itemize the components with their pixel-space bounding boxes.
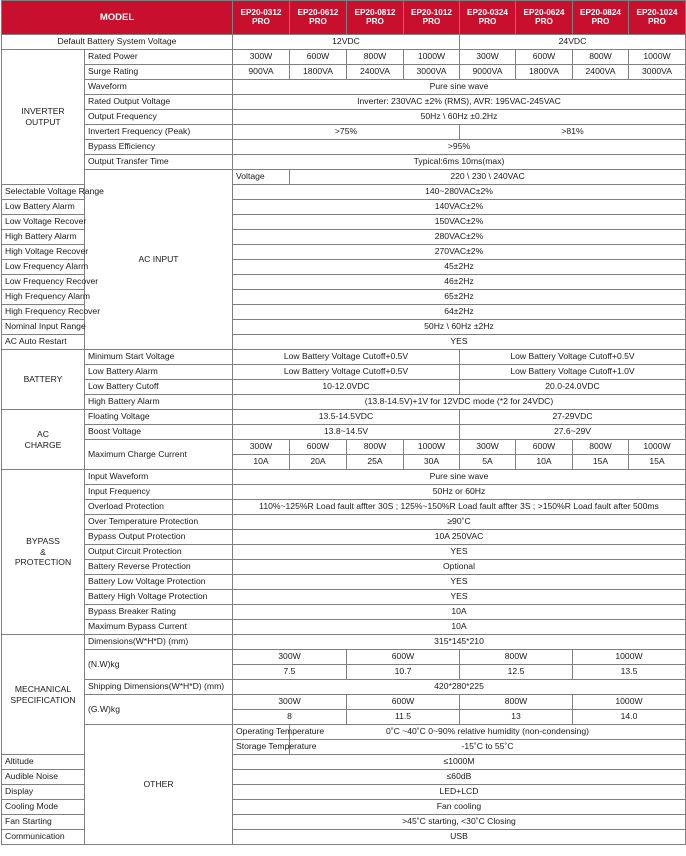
model-name-ep20-0624 [516, 1, 573, 35]
model-name-ep20-0824 [573, 1, 629, 35]
spec-label: Bypass Output Protection [85, 530, 233, 545]
table-row [2, 575, 686, 590]
model-suffix: PRO [648, 16, 666, 26]
spec-value-12v: Low Battery Voltage Cutoff+0.5V [233, 350, 460, 365]
category-other: OTHER [85, 725, 233, 845]
table-row [2, 80, 686, 95]
spec-value: YES [233, 575, 686, 590]
spec-value: 15A [629, 455, 686, 470]
spec-value: LED+LCD [233, 785, 686, 800]
spec-value: 1000W [404, 50, 460, 65]
spec-value: 600W [290, 440, 347, 455]
table-row [2, 140, 686, 155]
table-row [2, 170, 686, 185]
spec-value: 10A [233, 455, 290, 470]
spec-label: Low Battery Alarm [2, 200, 85, 215]
spec-value: 280VAC±2% [233, 230, 686, 245]
spec-value: 5A [460, 455, 516, 470]
table-row [2, 365, 686, 380]
spec-value: 600W [516, 50, 573, 65]
category-inverter-output: INVERTER OUTPUT [2, 50, 85, 185]
spec-value: 50Hz or 60Hz [233, 485, 686, 500]
table-row [2, 605, 686, 620]
spec-value-24v: 20.0-24.0VDC [460, 380, 686, 395]
table-row [2, 650, 686, 665]
spec-label: Altitude [2, 755, 85, 770]
spec-value: 10A 250VAC [233, 530, 686, 545]
spec-value: 1000W [404, 440, 460, 455]
spec-label: High Battery Alarm [2, 230, 85, 245]
spec-value: ≥90˚C [233, 515, 686, 530]
model-suffix: PRO [478, 16, 497, 26]
spec-value: 11.5 [347, 710, 460, 725]
spec-label: Battery Low Voltage Protection [85, 575, 233, 590]
spec-label: Output Frequency [85, 110, 233, 125]
spec-value: ≤1000M [233, 755, 686, 770]
spec-value: 110%~125%R Load fault affter 30S ; 125%~150%R Load fault affter 3S ; >150%R Load fault after 500ms [233, 500, 686, 515]
model-code: EP20-0824 [580, 7, 621, 17]
category-ac-charge: AC CHARGE [2, 410, 85, 470]
table-row [2, 410, 686, 425]
spec-label: Voltage [233, 170, 290, 185]
spec-label: Low Frequency Recover [2, 275, 85, 290]
table-row [2, 110, 686, 125]
spec-value: >95% [233, 140, 686, 155]
spec-value: 20A [290, 455, 347, 470]
spec-value: 300W [233, 650, 347, 665]
spec-label: High Battery Alarm [85, 395, 233, 410]
spec-value: 45±2Hz [233, 260, 686, 275]
table-row [2, 35, 686, 50]
spec-value: 50Hz \ 60Hz ±2Hz [233, 320, 686, 335]
spec-value-24v: >81% [460, 125, 686, 140]
spec-value: 140~280VAC±2% [233, 185, 686, 200]
spec-label: Fan Starting [2, 815, 85, 830]
spec-value-24v: 24VDC [460, 35, 686, 50]
spec-label: (G.W)kg [85, 695, 233, 725]
model-code: EP20-1024 [636, 7, 678, 17]
spec-label: Audible Noise [2, 770, 85, 785]
spec-value: >45˚C starting, <30˚C Closing [233, 815, 686, 830]
spec-table [1, 0, 686, 845]
spec-label: Minimum Start Voltage [85, 350, 233, 365]
spec-value: 220 \ 230 \ 240VAC [290, 170, 686, 185]
model-code: EP20-1012 [411, 7, 452, 17]
model-code: EP20-0812 [354, 7, 396, 17]
spec-value: 1000W [573, 695, 686, 710]
spec-value: 600W [347, 695, 460, 710]
spec-value: 30A [404, 455, 460, 470]
spec-value: 14.0 [573, 710, 686, 725]
spec-value: USB [233, 830, 686, 845]
spec-value: 10A [233, 605, 686, 620]
spec-value: -15˚C to 55˚C [290, 740, 686, 755]
spec-label: High Frequency Recover [2, 305, 85, 320]
model-suffix: PRO [422, 16, 441, 26]
spec-value: 13.5 [573, 665, 686, 680]
spec-label: Over Temperature Protection [85, 515, 233, 530]
spec-value: Fan cooling [233, 800, 686, 815]
spec-value: YES [233, 590, 686, 605]
model-name-ep20-0324 [460, 1, 516, 35]
table-row [2, 350, 686, 365]
table-row [2, 440, 686, 455]
spec-value: 140VAC±2% [233, 200, 686, 215]
spec-value: 8 [233, 710, 347, 725]
spec-label: Bypass Efficiency [85, 140, 233, 155]
spec-value: 3000VA [629, 65, 686, 80]
spec-label: Operating Temperature [233, 725, 290, 740]
spec-value: 300W [460, 440, 516, 455]
spec-value: 65±2Hz [233, 290, 686, 305]
spec-label: Input Waveform [85, 470, 233, 485]
spec-label: Communication [2, 830, 85, 845]
category-ac-input: AC INPUT [85, 170, 233, 350]
spec-value: 150VAC±2% [233, 215, 686, 230]
spec-label: Display [2, 785, 85, 800]
spec-value-12v: 13.8~14.5V [233, 425, 460, 440]
category-bypass-protection: BYPASS & PROTECTION [2, 470, 85, 635]
spec-value: 1800VA [290, 65, 347, 80]
spec-value: 800W [460, 695, 573, 710]
spec-label: Invertert Frequency (Peak) [85, 125, 233, 140]
model-name-ep20-0612 [290, 1, 347, 35]
model-name-ep20-1012 [404, 1, 460, 35]
table-row [2, 380, 686, 395]
spec-value: 800W [460, 650, 573, 665]
spec-value: 800W [573, 440, 629, 455]
spec-label: Shipping Dimensions(W*H*D) (mm) [85, 680, 233, 695]
spec-value: 3000VA [404, 65, 460, 80]
model-code: EP20-0312 [240, 7, 282, 17]
table-row [2, 725, 686, 740]
model-suffix: PRO [366, 16, 384, 26]
spec-label: Floating Voltage [85, 410, 233, 425]
table-row [2, 155, 686, 170]
spec-value: 1000W [629, 440, 686, 455]
spec-label: Boost Voltage [85, 425, 233, 440]
table-row [2, 1, 686, 35]
model-suffix: PRO [535, 16, 553, 26]
spec-value: 10A [233, 620, 686, 635]
table-row [2, 500, 686, 515]
model-code: EP20-0624 [523, 7, 565, 17]
spec-value: 900VA [233, 65, 290, 80]
spec-value: 1800VA [516, 65, 573, 80]
spec-value: Pure sine wave [233, 80, 686, 95]
spec-label: High Frequency Alarm [2, 290, 85, 305]
model-name-ep20-1024 [629, 1, 686, 35]
spec-value: 300W [233, 695, 347, 710]
model-suffix: PRO [591, 16, 610, 26]
table-row [2, 590, 686, 605]
spec-value: 15A [573, 455, 629, 470]
spec-value: 46±2Hz [233, 275, 686, 290]
spec-label: Waveform [85, 80, 233, 95]
table-row [2, 635, 686, 650]
table-row [2, 530, 686, 545]
spec-label: Output Circuit Protection [85, 545, 233, 560]
spec-value: Inverter: 230VAC ±2% (RMS), AVR: 195VAC-245VAC [233, 95, 686, 110]
spec-value: 13 [460, 710, 573, 725]
spec-label: (N.W)kg [85, 650, 233, 680]
spec-value-12v: 10-12.0VDC [233, 380, 460, 395]
table-row [2, 515, 686, 530]
table-row [2, 545, 686, 560]
spec-value: 0˚C ~40˚C 0~90% relative humidity (non-condensing) [290, 725, 686, 740]
model-suffix: PRO [252, 16, 270, 26]
spec-label: Overload Protection [85, 500, 233, 515]
table-row [2, 125, 686, 140]
spec-value: 800W [347, 440, 404, 455]
spec-value: 1000W [573, 650, 686, 665]
table-row [2, 695, 686, 710]
model-suffix: PRO [309, 16, 327, 26]
spec-value: 50Hz \ 60Hz ±0.2Hz [233, 110, 686, 125]
spec-value: 2400VA [573, 65, 629, 80]
spec-table-body [2, 1, 686, 845]
spec-label: Low Voltage Recover [2, 215, 85, 230]
spec-label: Input Frequency [85, 485, 233, 500]
table-row [2, 425, 686, 440]
table-row [2, 620, 686, 635]
spec-value: YES [233, 335, 686, 350]
spec-value-24v: Low Battery Voltage Cutoff+0.5V [460, 350, 686, 365]
spec-value-24v: 27-29VDC [460, 410, 686, 425]
spec-value-12v: 13.5-14.5VDC [233, 410, 460, 425]
spec-label: Dimensions(W*H*D) (mm) [85, 635, 233, 650]
spec-label: Default Battery System Voltage [2, 35, 233, 50]
spec-value: 10A [516, 455, 573, 470]
category-battery: BATTERY [2, 350, 85, 410]
spec-label: Rated Output Voltage [85, 95, 233, 110]
spec-value: 600W [347, 650, 460, 665]
spec-value: 800W [347, 50, 404, 65]
table-row [2, 395, 686, 410]
spec-value: 10.7 [347, 665, 460, 680]
spec-value: 7.5 [233, 665, 347, 680]
spec-label: Low Frequency Alarm [2, 260, 85, 275]
spec-value-24v: Low Battery Voltage Cutoff+1.0V [460, 365, 686, 380]
table-row [2, 560, 686, 575]
category-mechanical: MECHANICAL SPECIFICATION [2, 635, 85, 755]
spec-label: Rated Power [85, 50, 233, 65]
table-row [2, 680, 686, 695]
spec-value-24v: 27.6~29V [460, 425, 686, 440]
spec-value: 64±2Hz [233, 305, 686, 320]
spec-label: Selectable Voltage Range [2, 185, 85, 200]
spec-label: Output Transfer Time [85, 155, 233, 170]
spec-label: Low Battery Alarm [85, 365, 233, 380]
spec-value: YES [233, 545, 686, 560]
spec-label: Cooling Mode [2, 800, 85, 815]
spec-value: 300W [233, 440, 290, 455]
table-row [2, 65, 686, 80]
spec-label: Low Battery Cutoff [85, 380, 233, 395]
spec-value: 800W [573, 50, 629, 65]
spec-label: High Voltage Recover [2, 245, 85, 260]
spec-value: 25A [347, 455, 404, 470]
model-name-ep20-0312 [233, 1, 290, 35]
spec-label: Battery Reverse Protection [85, 560, 233, 575]
spec-value: 300W [233, 50, 290, 65]
spec-value: 600W [290, 50, 347, 65]
spec-value: 315*145*210 [233, 635, 686, 650]
spec-label: Nominal Input Range [2, 320, 85, 335]
spec-value: Typical:6ms 10ms(max) [233, 155, 686, 170]
model-name-ep20-0812 [347, 1, 404, 35]
spec-value: Pure sine wave [233, 470, 686, 485]
table-row [2, 470, 686, 485]
spec-value: 300W [460, 50, 516, 65]
spec-value: (13.8-14.5V)+1V for 12VDC mode (*2 for 24VDC) [233, 395, 686, 410]
model-code: EP20-0612 [297, 7, 339, 17]
spec-value: Optional [233, 560, 686, 575]
model-header: MODEL [2, 1, 233, 35]
spec-value-12v: >75% [233, 125, 460, 140]
table-row [2, 95, 686, 110]
spec-label: Maximum Charge Current [85, 440, 233, 470]
spec-value: 420*280*225 [233, 680, 686, 695]
spec-value: ≤60dB [233, 770, 686, 785]
spec-label: Storage Temperature [233, 740, 290, 755]
spec-value-12v: Low Battery Voltage Cutoff+0.5V [233, 365, 460, 380]
spec-label: Battery High Voltage Protection [85, 590, 233, 605]
spec-value: 270VAC±2% [233, 245, 686, 260]
spec-value: 1000W [629, 50, 686, 65]
spec-label: Bypass Breaker Rating [85, 605, 233, 620]
spec-label: Maximum Bypass Current [85, 620, 233, 635]
spec-value: 9000VA [460, 65, 516, 80]
table-row [2, 50, 686, 65]
spec-label: Surge Rating [85, 65, 233, 80]
spec-value: 12.5 [460, 665, 573, 680]
spec-value-12v: 12VDC [233, 35, 460, 50]
table-row [2, 485, 686, 500]
spec-value: 2400VA [347, 65, 404, 80]
spec-value: 600W [516, 440, 573, 455]
model-code: EP20-0324 [467, 7, 508, 17]
spec-label: AC Auto Restart [2, 335, 85, 350]
